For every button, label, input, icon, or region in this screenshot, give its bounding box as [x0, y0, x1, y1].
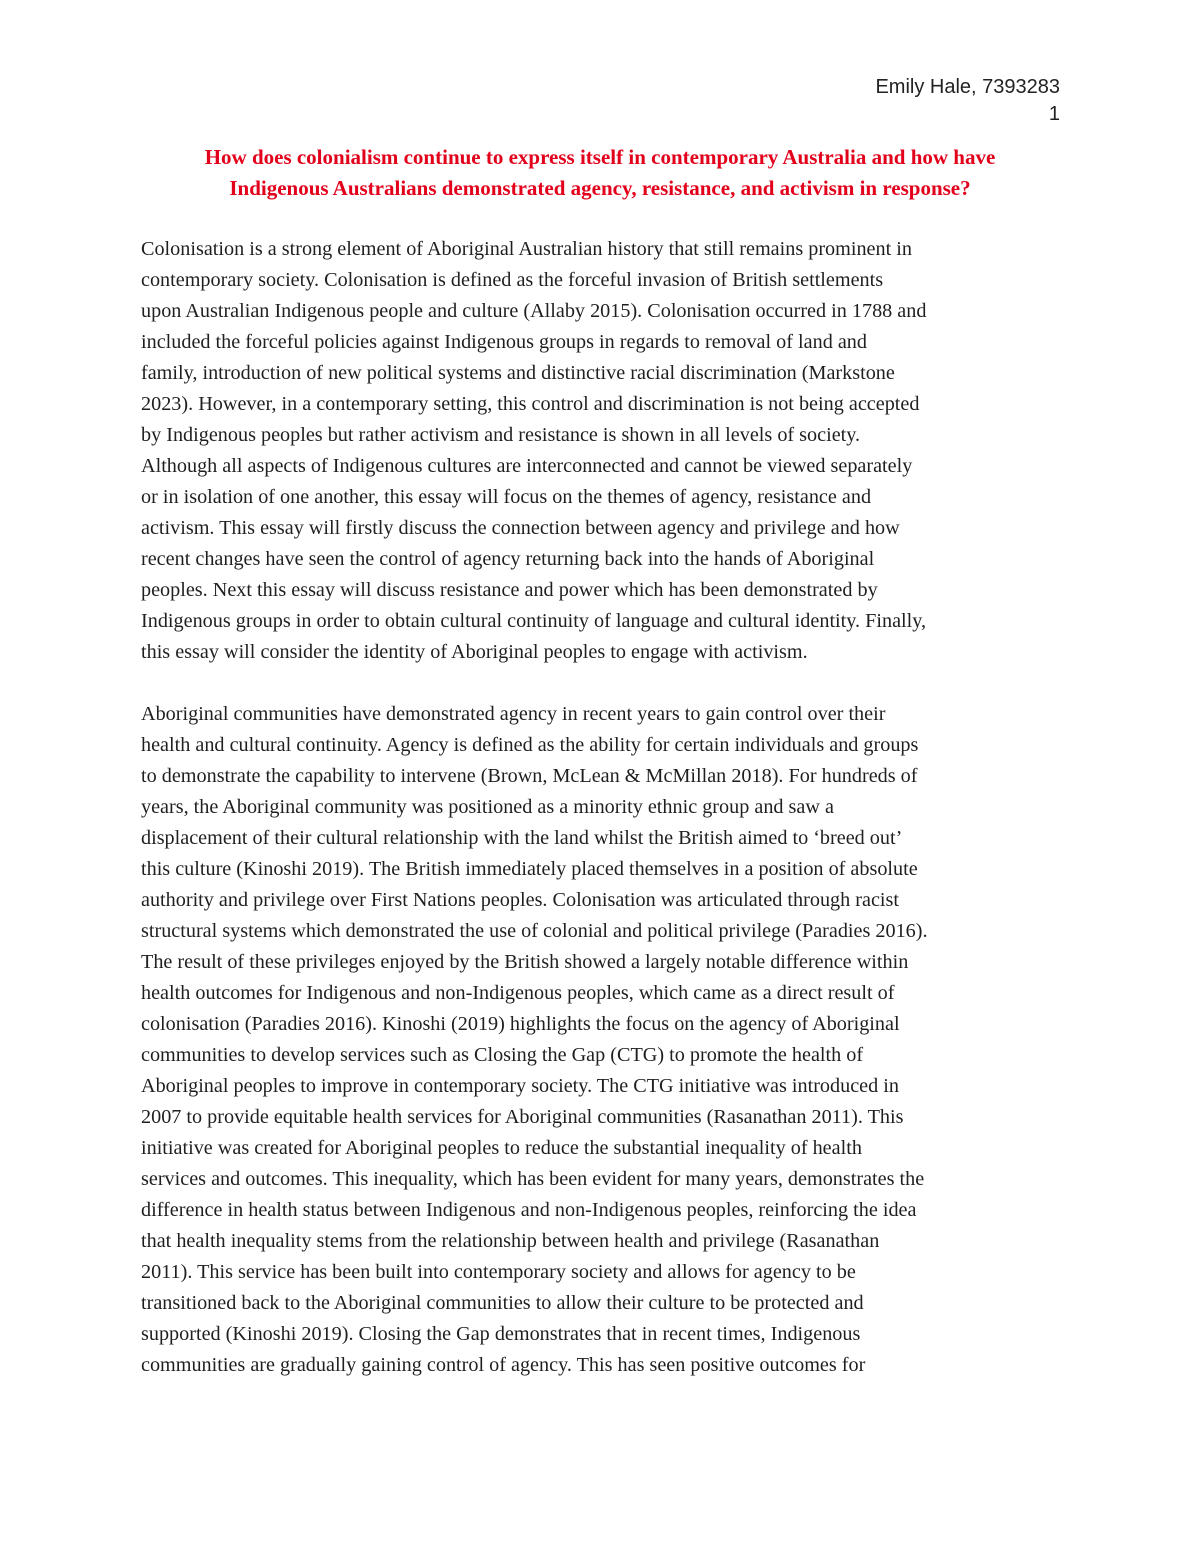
text-line: or in isolation of one another, this essay will focus on the themes of agency, resistance and — [141, 486, 872, 508]
text-line: initiative was created for Aboriginal peoples to reduce the substantial inequality of health — [141, 1137, 862, 1159]
text-line: Indigenous groups in order to obtain cultural continuity of language and cultural identity. Finally, — [141, 610, 927, 632]
text-line: this essay will consider the identity of Aboriginal peoples to engage with activism. — [141, 641, 808, 663]
text-line: displacement of their cultural relationship with the land whilst the British aimed to ‘breed out’ — [141, 827, 903, 849]
text-line: upon Australian Indigenous people and culture (Allaby 2015). Colonisation occurred in 1788 and — [141, 300, 927, 322]
text-line: colonisation (Paradies 2016). Kinoshi (2019) highlights the focus on the agency of Aboriginal — [141, 1013, 900, 1035]
text-line: to demonstrate the capability to intervene (Brown, McLean & McMillan 2018). For hundreds of — [141, 765, 918, 787]
author-line: Emily Hale, 7393283 — [875, 76, 1060, 98]
paragraph-agency — [141, 699, 1071, 1381]
text-line: this culture (Kinoshi 2019). The British immediately placed themselves in a position of absolute — [141, 858, 918, 880]
text-line: health outcomes for Indigenous and non-Indigenous peoples, which came as a direct result of — [141, 982, 895, 1004]
essay-body — [141, 234, 1071, 1412]
text-line: structural systems which demonstrated the use of colonial and political privilege (Paradies 2016). — [141, 920, 928, 942]
paragraph-introduction — [141, 234, 1071, 668]
text-line: 2011). This service has been built into contemporary society and allows for agency to be — [141, 1261, 856, 1283]
text-line: by Indigenous peoples but rather activism and resistance is shown in all levels of society. — [141, 424, 861, 446]
text-line: contemporary society. Colonisation is defined as the forceful invasion of British settlements — [141, 269, 884, 291]
text-line: transitioned back to the Aboriginal communities to allow their culture to be protected and — [141, 1292, 864, 1314]
text-line: Colonisation is a strong element of Aboriginal Australian history that still remains prominent in — [141, 238, 912, 260]
text-line: supported (Kinoshi 2019). Closing the Gap demonstrates that in recent times, Indigenous — [141, 1323, 861, 1345]
text-line: communities are gradually gaining control of agency. This has seen positive outcomes for — [141, 1354, 866, 1376]
text-line: Aboriginal communities have demonstrated agency in recent years to gain control over their — [141, 703, 886, 725]
text-line: recent changes have seen the control of agency returning back into the hands of Aboriginal — [141, 548, 875, 570]
text-line: 2023). However, in a contemporary setting, this control and discrimination is not being accepted — [141, 393, 920, 415]
text-line: Although all aspects of Indigenous cultures are interconnected and cannot be viewed separately — [141, 455, 913, 477]
text-line: family, introduction of new political systems and distinctive racial discrimination (Markstone — [141, 362, 895, 384]
text-line: authority and privilege over First Nations peoples. Colonisation was articulated through racist — [141, 889, 899, 911]
text-line: that health inequality stems from the relationship between health and privilege (Rasanathan — [141, 1230, 880, 1252]
text-line: difference in health status between Indigenous and non-Indigenous peoples, reinforcing the idea — [141, 1199, 917, 1221]
essay-title — [140, 142, 1060, 204]
text-line: years, the Aboriginal community was positioned as a minority ethnic group and saw a — [141, 796, 834, 818]
text-line: The result of these privileges enjoyed by the British showed a largely notable difference within — [141, 951, 909, 973]
text-line: Aboriginal peoples to improve in contemporary society. The CTG initiative was introduced in — [141, 1075, 899, 1097]
text-line: included the forceful policies against Indigenous groups in regards to removal of land and — [141, 331, 867, 353]
text-line: 2007 to provide equitable health services for Aboriginal communities (Rasanathan 2011). This — [141, 1106, 904, 1128]
title-line: Indigenous Australians demonstrated agency, resistance, and activism in response? — [229, 176, 971, 200]
title-line: How does colonialism continue to express itself in contemporary Australia and how have — [204, 145, 996, 169]
text-line: communities to develop services such as Closing the Gap (CTG) to promote the health of — [141, 1044, 864, 1066]
text-line: activism. This essay will firstly discuss the connection between agency and privilege and how — [141, 517, 900, 539]
page-number: 1 — [1048, 103, 1060, 125]
page-header — [875, 74, 1060, 128]
text-line: health and cultural continuity. Agency is defined as the ability for certain individuals and groups — [141, 734, 919, 756]
text-line: services and outcomes. This inequality, which has been evident for many years, demonstrates the — [141, 1168, 925, 1190]
text-line: peoples. Next this essay will discuss resistance and power which has been demonstrated by — [141, 579, 878, 601]
